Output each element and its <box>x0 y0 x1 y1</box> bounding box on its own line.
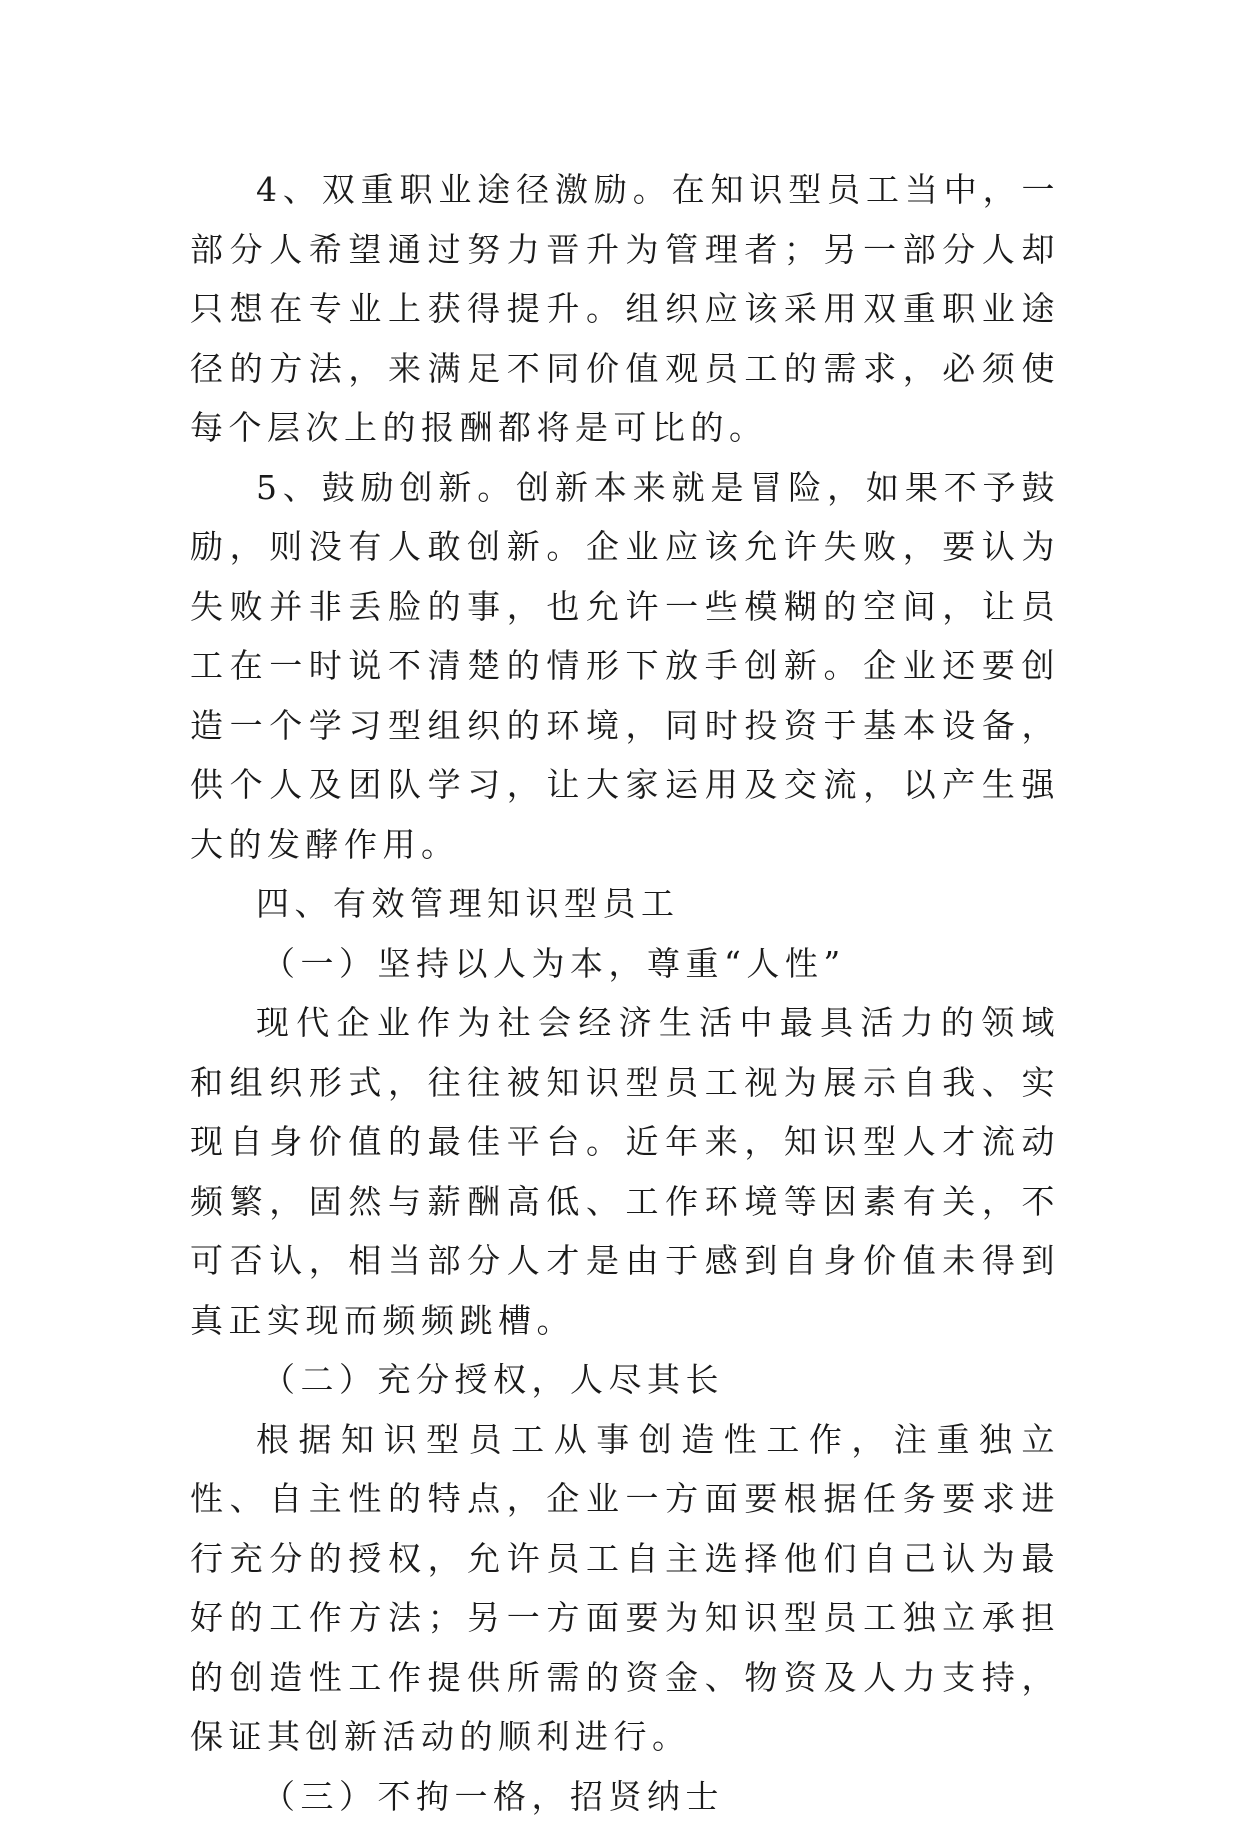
paragraph-encourage-innovation: 5、鼓励创新。创新本来就是冒险，如果不予鼓励，则没有人敢创新。企业应该允许失败，要认为失败并非丢脸的事，也允许一些模糊的空间，让员工在一时说不清楚的情形下放手创新。企业还要创造一个学习型组织的环境，同时投资于基本设备，供个人及团队学习，让大家运用及交流，以产生强大的发酵作用。 <box>190 458 1060 875</box>
subheading-recruit-talent: （三）不拘一格，招贤纳士 <box>190 1767 1060 1826</box>
section-heading-manage-knowledge-workers: 四、有效管理知识型员工 <box>190 874 1060 934</box>
document-body <box>190 160 1060 1826</box>
subheading-full-authorization: （二）充分授权，人尽其长 <box>190 1350 1060 1410</box>
paragraph-dual-career-incentive: 4、双重职业途径激励。在知识型员工当中，一部分人希望通过努力晋升为管理者；另一部分人却只想在专业上获得提升。组织应该采用双重职业途径的方法，来满足不同价值观员工的需求，必须使每个层次上的报酬都将是可比的。 <box>190 160 1060 458</box>
paragraph-authorization-details: 根据知识型员工从事创造性工作，注重独立性、自主性的特点，企业一方面要根据任务要求进行充分的授权，允许员工自主选择他们自己认为最好的工作方法；另一方面要为知识型员工独立承担的创造性工作提供所需的资金、物资及人力支持，保证其创新活动的顺利进行。 <box>190 1410 1060 1767</box>
subheading-people-oriented: （一）坚持以人为本，尊重“人性” <box>190 934 1060 994</box>
paragraph-modern-enterprise: 现代企业作为社会经济生活中最具活力的领域和组织形式，往往被知识型员工视为展示自我、实现自身价值的最佳平台。近年来，知识型人才流动频繁，固然与薪酬高低、工作环境等因素有关，不可否认，相当部分人才是由于感到自身价值未得到真正实现而频频跳槽。 <box>190 993 1060 1350</box>
